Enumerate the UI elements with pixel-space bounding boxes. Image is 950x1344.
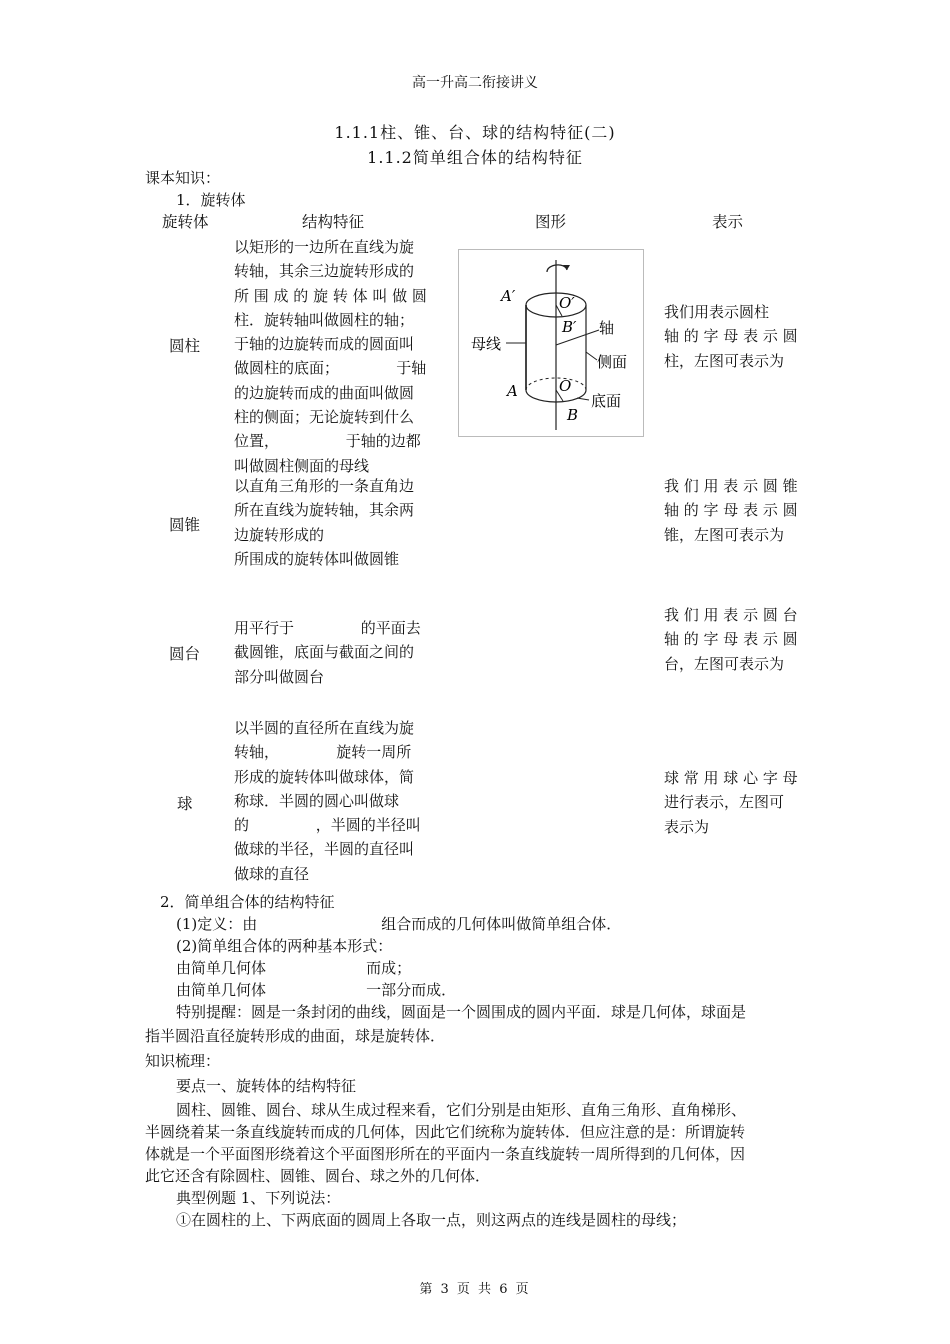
feature-line: 所在直线为旋转轴，其余两 xyxy=(234,501,415,520)
feature-cylinder xyxy=(234,235,427,478)
label-a-bottom: A xyxy=(507,382,518,400)
notation-cone xyxy=(664,474,798,547)
notation-line: 轴 的 字 母 表 示 圆 xyxy=(664,630,798,649)
feature-line: 柱的侧面；无论旋转到什么 xyxy=(234,408,415,427)
section-textbook: 课本知识： xyxy=(145,169,221,187)
notation-line: 我们用表示圆柱 xyxy=(664,303,770,321)
base-pointer xyxy=(577,398,589,400)
feature-line: 所围成的旋转体叫做圆锥 xyxy=(234,549,400,568)
page-footer: 第 3 页 共 6 页 xyxy=(419,1282,531,1297)
feature-line: 转轴， 旋转一周所 xyxy=(234,743,412,762)
row-name-cylinder: 圆柱 xyxy=(169,337,201,355)
label-o-bottom: O xyxy=(559,377,572,395)
table-header-figure: 图形 xyxy=(535,213,567,231)
subsection-rotational-solids: 1．旋转体 xyxy=(176,191,246,209)
row-name-cone: 圆锥 xyxy=(169,516,201,534)
example-title: 典型例题 1、下列说法： xyxy=(176,1189,341,1207)
label-b-top: B′ xyxy=(562,318,577,336)
row-name-frustum: 圆台 xyxy=(169,645,201,663)
feature-line: 做圆柱的底面； 于轴 xyxy=(234,359,427,378)
point1-title: 要点一、旋转体的结构特征 xyxy=(176,1077,357,1095)
feature-frustum xyxy=(234,616,421,689)
feature-line: 称球．半圆的圆心叫做球 xyxy=(234,791,400,810)
notation-line: 锥，左图可表示为 xyxy=(664,525,785,544)
notation-line: 我 们 用 表 示 圆 台 xyxy=(664,606,798,624)
notation-line: 表示为 xyxy=(664,817,710,836)
label-base: 底面 xyxy=(591,392,622,410)
section2-form2: 由简单几何体 一部分而成． xyxy=(176,981,457,999)
feature-line: 部分叫做圆台 xyxy=(234,667,325,686)
row-name-sphere: 球 xyxy=(177,795,193,813)
table-header-feature: 结构特征 xyxy=(302,213,365,231)
notation-line: 进行表示，左图可 xyxy=(664,793,785,812)
arrow-head-icon xyxy=(563,265,570,270)
lesson-title: 1.1.1柱、锥、台、球的结构特征(二) xyxy=(334,123,616,142)
section2-forms: (2)简单组合体的两种基本形式： xyxy=(176,937,393,955)
notation-line: 球 常 用 球 心 字 母 xyxy=(664,769,798,787)
feature-line: 转轴，其余三边旋转形成的 xyxy=(234,262,415,281)
lateral-pointer xyxy=(586,352,597,360)
section2-tip-line1: 特别提醒：圆是一条封闭的曲线，圆面是一个圆围成的圆内平面．球是几何体，球面是 xyxy=(176,1003,747,1021)
notation-line: 我 们 用 表 示 圆 锥 xyxy=(664,477,798,495)
feature-line: 的边旋转而成的曲面叫做圆 xyxy=(234,383,415,402)
example-item1: ①在圆柱的上、下两底面的圆周上各取一点，则这两点的连线是圆柱的母线； xyxy=(176,1211,687,1229)
point1-line4: 此它还含有除圆柱、圆锥、圆台、球之外的几何体． xyxy=(145,1167,491,1185)
lesson-subtitle: 1.1.2简单组合体的结构特征 xyxy=(367,148,583,167)
feature-line: 叫做圆柱侧面的母线 xyxy=(234,456,370,475)
feature-line: 用平行于 的平面去 xyxy=(234,619,421,637)
cylinder-figure xyxy=(458,249,644,437)
notation-line: 轴 的 字 母 表 示 圆 xyxy=(664,501,798,520)
point1-line1: 圆柱、圆锥、圆台、球从生成过程来看，它们分别是由矩形、直角三角形、直角梯形、 xyxy=(176,1101,747,1119)
feature-line: 的 ，半圆的半径叫 xyxy=(234,816,421,835)
section2-form1: 由简单几何体 而成； xyxy=(176,959,412,977)
feature-line: 位置， 于轴的边都 xyxy=(234,432,421,451)
section2-tip-line2: 指半圆沿直径旋转形成的曲面，球是旋转体． xyxy=(145,1027,446,1045)
notation-frustum xyxy=(664,603,798,676)
notation-cylinder xyxy=(664,300,798,373)
label-a-top: A′ xyxy=(501,287,516,305)
feature-sphere xyxy=(234,716,421,886)
feature-line: 以矩形的一边所在直线为旋 xyxy=(234,238,415,256)
notation-line: 柱，左图可表示为 xyxy=(664,351,785,370)
feature-line: 于轴的边旋转而成的圆面叫 xyxy=(234,335,415,354)
notation-line: 轴 的 字 母 表 示 圆 xyxy=(664,327,798,346)
label-generatrix: 母线 xyxy=(471,335,502,353)
page-header: 高一升高二衔接讲义 xyxy=(412,75,538,91)
section2-title: 2．简单组合体的结构特征 xyxy=(160,893,335,911)
feature-line: 做球的直径 xyxy=(234,864,310,883)
notation-sphere xyxy=(664,766,798,839)
label-b-bottom: B xyxy=(567,406,579,424)
notation-line: 台，左图可表示为 xyxy=(664,654,785,673)
point1-line3: 体就是一个平面图形绕着这个平面图形所在的平面内一条直线旋转一周所得到的几何体，因 xyxy=(145,1145,746,1163)
label-o-top: O′ xyxy=(559,294,575,312)
label-lateral: 侧面 xyxy=(597,353,628,371)
label-axis: 轴 xyxy=(599,319,615,337)
feature-line: 以半圆的直径所在直线为旋 xyxy=(234,719,415,737)
feature-line: 形成的旋转体叫做球体，简 xyxy=(234,767,415,786)
feature-cone xyxy=(234,474,414,571)
feature-line: 以直角三角形的一条直角边 xyxy=(234,477,415,495)
table-header-notation: 表示 xyxy=(712,213,744,231)
table-header-solid: 旋转体 xyxy=(162,213,209,231)
feature-line: 柱．旋转轴叫做圆柱的轴； xyxy=(234,310,415,329)
feature-line: 做球的半径，半圆的直径叫 xyxy=(234,840,415,859)
point1-line2: 半圆绕着某一条直线旋转而成的几何体，因此它们统称为旋转体．但应注意的是：所谓旋转 xyxy=(145,1123,746,1141)
feature-line: 边旋转形成的 xyxy=(234,525,325,544)
section-review: 知识梳理： xyxy=(145,1052,221,1070)
section2-definition: (1)定义：由 组合而成的几何体叫做简单组合体． xyxy=(176,915,622,933)
feature-line: 所 围 成 的 旋 转 体 叫 做 圆 xyxy=(234,286,427,305)
feature-line: 截圆锥，底面与截面之间的 xyxy=(234,643,415,662)
cylinder-diagram xyxy=(459,250,643,436)
